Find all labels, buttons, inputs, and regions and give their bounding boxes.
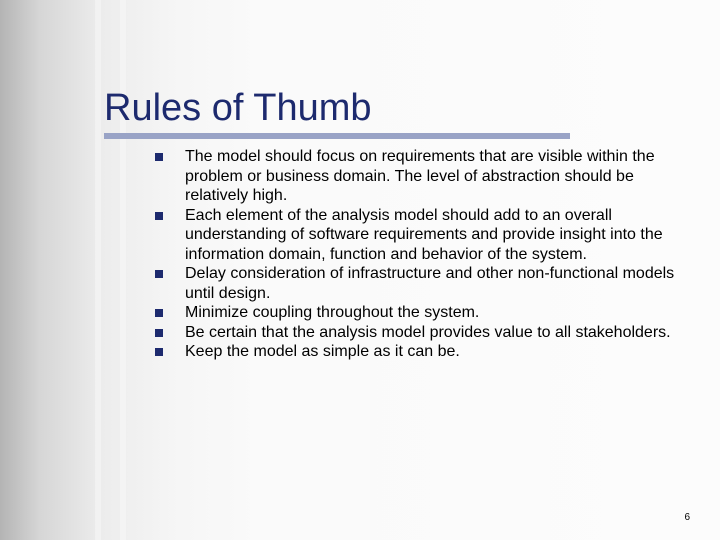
square-bullet-icon — [155, 348, 163, 356]
background-stripe — [95, 0, 101, 540]
bullet-text: Be certain that the analysis model provides value to all stakeholders. — [185, 323, 671, 341]
square-bullet-icon — [155, 270, 163, 278]
slide-title: Rules of Thumb — [104, 87, 372, 129]
bullet-text: Delay consideration of infrastructure and other non-functional models until design. — [185, 265, 675, 302]
list-item — [150, 342, 680, 362]
square-bullet-icon — [155, 153, 163, 161]
square-bullet-icon — [155, 309, 163, 317]
bullet-text: Each element of the analysis model should add to an overall understanding of software requirements and provide insight into the information domain, function and behavior of the system. — [185, 206, 663, 263]
page-number: 6 — [684, 512, 690, 523]
list-item — [150, 147, 680, 206]
square-bullet-icon — [155, 329, 163, 337]
list-item — [150, 206, 680, 265]
bullet-list — [150, 147, 680, 362]
title-underline — [104, 133, 570, 139]
list-item — [150, 264, 680, 303]
list-item — [150, 323, 680, 343]
bullet-text: Keep the model as simple as it can be. — [185, 343, 460, 360]
background-stripe — [120, 0, 126, 540]
bullet-text: The model should focus on requirements that are visible within the problem or business domain. The level of abstraction should be relatively high. — [185, 148, 655, 204]
bullet-text: Minimize coupling throughout the system. — [185, 304, 480, 321]
square-bullet-icon — [155, 212, 163, 220]
list-item — [150, 303, 680, 323]
